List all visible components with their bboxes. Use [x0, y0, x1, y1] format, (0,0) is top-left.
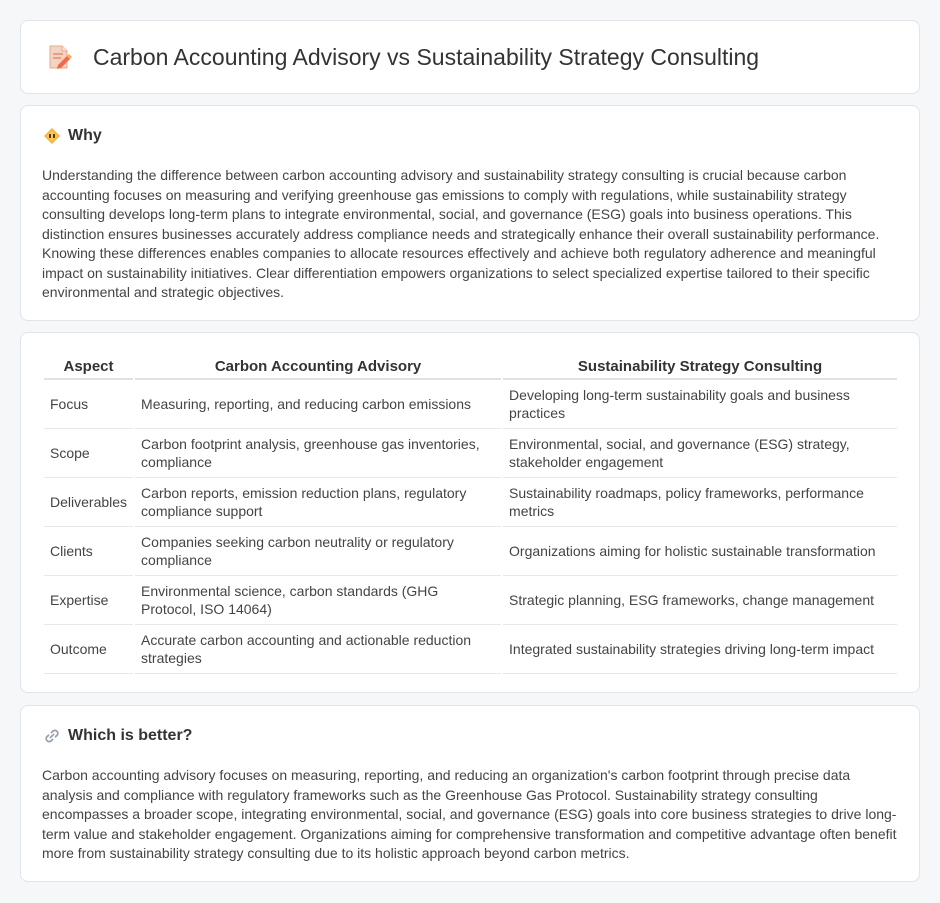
warning-sign-icon	[43, 127, 61, 145]
sustainability-strategy-cell: Integrated sustainability strategies driving long-term impact	[503, 625, 897, 674]
carbon-accounting-cell: Carbon reports, emission reduction plans, regulatory compliance support	[135, 478, 501, 527]
why-text: Understanding the difference between carbon accounting advisory and sustainability strategy consulting is crucial because carbon accounting focuses on measuring and verifying greenhouse gas emissions to comply with regulations, while sustainability strategy consulting develops long-term plans to integrate environmental, social, and governance (ESG) goals into business operations. This distinction ensures businesses accurately address compliance needs and strategically enhance their overall sustainability performance. Knowing these differences enables companies to allocate resources effectively and achieve both regulatory adherence and meaningful impact on sustainability initiatives. Clear differentiation empowers organizations to select specialized expertise tailored to their specific environmental and strategic objectives.	[42, 167, 880, 300]
sustainability-strategy-cell: Organizations aiming for holistic sustainable transformation	[503, 527, 897, 576]
better-heading: Which is better?	[68, 727, 193, 744]
page-title: Carbon Accounting Advisory vs Sustainability Strategy Consulting	[93, 43, 760, 70]
carbon-accounting-cell: Measuring, reporting, and reducing carbon emissions	[135, 380, 501, 429]
sustainability-strategy-cell: Sustainability roadmaps, policy frameworks, performance metrics	[503, 478, 897, 527]
comparison-section	[20, 332, 920, 693]
sustainability-strategy-cell: Strategic planning, ESG frameworks, change management	[503, 576, 897, 625]
link-icon	[43, 727, 61, 745]
title-row	[45, 43, 759, 71]
better-text: Carbon accounting advisory focuses on measuring, reporting, and reducing an organization's carbon footprint through precise data analysis and compliance with regulatory frameworks such as the Greenhouse Gas Protocol. Sustainability strategy consulting encompasses a broader scope, integrating environmental, social, and governance (ESG) goals into core business strategies to drive long-term value and stakeholder engagement. Organizations aiming for comprehensive transformation and competitive advantage often benefit more from sustainability strategy consulting due to its holistic approach beyond carbon metrics.	[42, 767, 897, 861]
better-header	[43, 727, 192, 745]
table-header-row	[44, 355, 897, 380]
title-card	[20, 20, 920, 94]
why-heading: Why	[68, 127, 102, 144]
header-carbon-accounting: Carbon Accounting Advisory	[135, 355, 501, 380]
sustainability-strategy-cell: Developing long-term sustainability goals and business practices	[503, 380, 897, 429]
which-is-better-section	[20, 705, 920, 882]
why-header	[43, 127, 102, 145]
header-aspect: Aspect	[44, 355, 133, 380]
aspect-cell: Deliverables	[44, 478, 133, 527]
document-pencil-icon	[45, 43, 73, 71]
aspect-cell: Clients	[44, 527, 133, 576]
table-row	[44, 576, 897, 625]
aspect-cell: Expertise	[44, 576, 133, 625]
table-row	[44, 478, 897, 527]
comparison-table	[42, 355, 899, 674]
header-sustainability-strategy: Sustainability Strategy Consulting	[503, 355, 897, 380]
table-row	[44, 380, 897, 429]
sustainability-strategy-cell: Environmental, social, and governance (ESG) strategy, stakeholder engagement	[503, 429, 897, 478]
carbon-accounting-cell: Accurate carbon accounting and actionable reduction strategies	[135, 625, 501, 674]
table-row	[44, 429, 897, 478]
table-row	[44, 625, 897, 674]
carbon-accounting-cell: Environmental science, carbon standards (GHG Protocol, ISO 14064)	[135, 576, 501, 625]
carbon-accounting-cell: Carbon footprint analysis, greenhouse gas inventories, compliance	[135, 429, 501, 478]
aspect-cell: Scope	[44, 429, 133, 478]
carbon-accounting-cell: Companies seeking carbon neutrality or regulatory compliance	[135, 527, 501, 576]
aspect-cell: Outcome	[44, 625, 133, 674]
table-row	[44, 527, 897, 576]
aspect-cell: Focus	[44, 380, 133, 429]
why-section	[20, 105, 920, 321]
